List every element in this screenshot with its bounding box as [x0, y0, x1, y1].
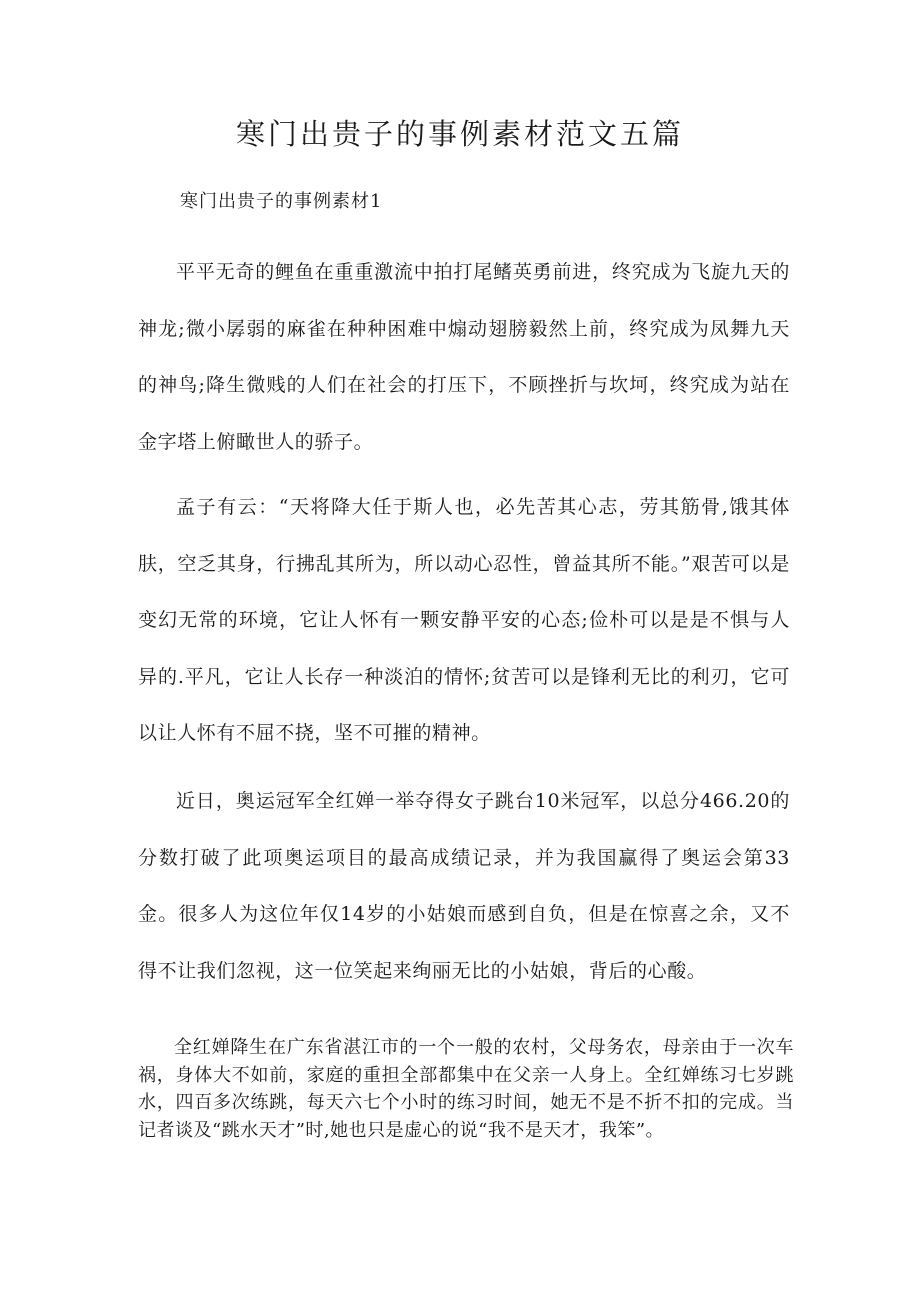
paragraph-mencius-quote: 孟子有云：“天将降大任于斯人也，必先苦其心志，劳其筋骨,饿其体肤，空乏其身，行拂乱其所为，所以动心忍性，曾益其所不能。”艰苦可以是变幻无常的环境，它让人怀有一颗安静平安的心态;俭朴可以是是不惧与人异的.平凡，它让人长存一种淡泊的情怀;贫苦可以是锋利无比的利刃，它可以让人怀有不屈不挠，坚不可摧的精神。: [138, 496, 790, 744]
paragraph-carp-and-sparrow: 平平无奇的鲤鱼在重重激流中拍打尾鳍英勇前进，终究成为飞旋九天的神龙;微小孱弱的麻雀在种种困难中煽动翅膀毅然上前，终究成为凤舞九天的神鸟;降生微贱的人们在社会的打压下，不顾挫折与坎坷，终究成为站在金字塔上俯瞰世人的骄子。: [138, 261, 790, 453]
paragraph-family-background: 全红婵降生在广东省湛江市的一个一般的农村，父母务农，母亲由于一次车祸，身体大不如前，家庭的重担全部都集中在父亲一人身上。全红婵练习七岁跳水，四百多次练跳，每天六七个小时的练习时间，她无不是不折不扣的完成。当记者谈及“跳水天才”时,她也只是虚心的说“我不是天才，我笨”。: [138, 1037, 794, 1141]
paragraph-olympic-champion: 近日，奥运冠军全红婵一举夺得女子跳台10米冠军，以总分466.20的分数打破了此项奥运项目的最高成绩记录，并为我国赢得了奥运会第33金。很多人为这位年仅14岁的小姑娘而感到自负，但是在惊喜之余，又不得不让我们忽视，这一位笑起来绚丽无比的小姑娘，背后的心酸。: [138, 790, 790, 982]
document-title: 寒门出贵子的事例素材范文五篇: [235, 117, 684, 151]
section-heading: 寒门出贵子的事例素材1: [180, 191, 383, 212]
